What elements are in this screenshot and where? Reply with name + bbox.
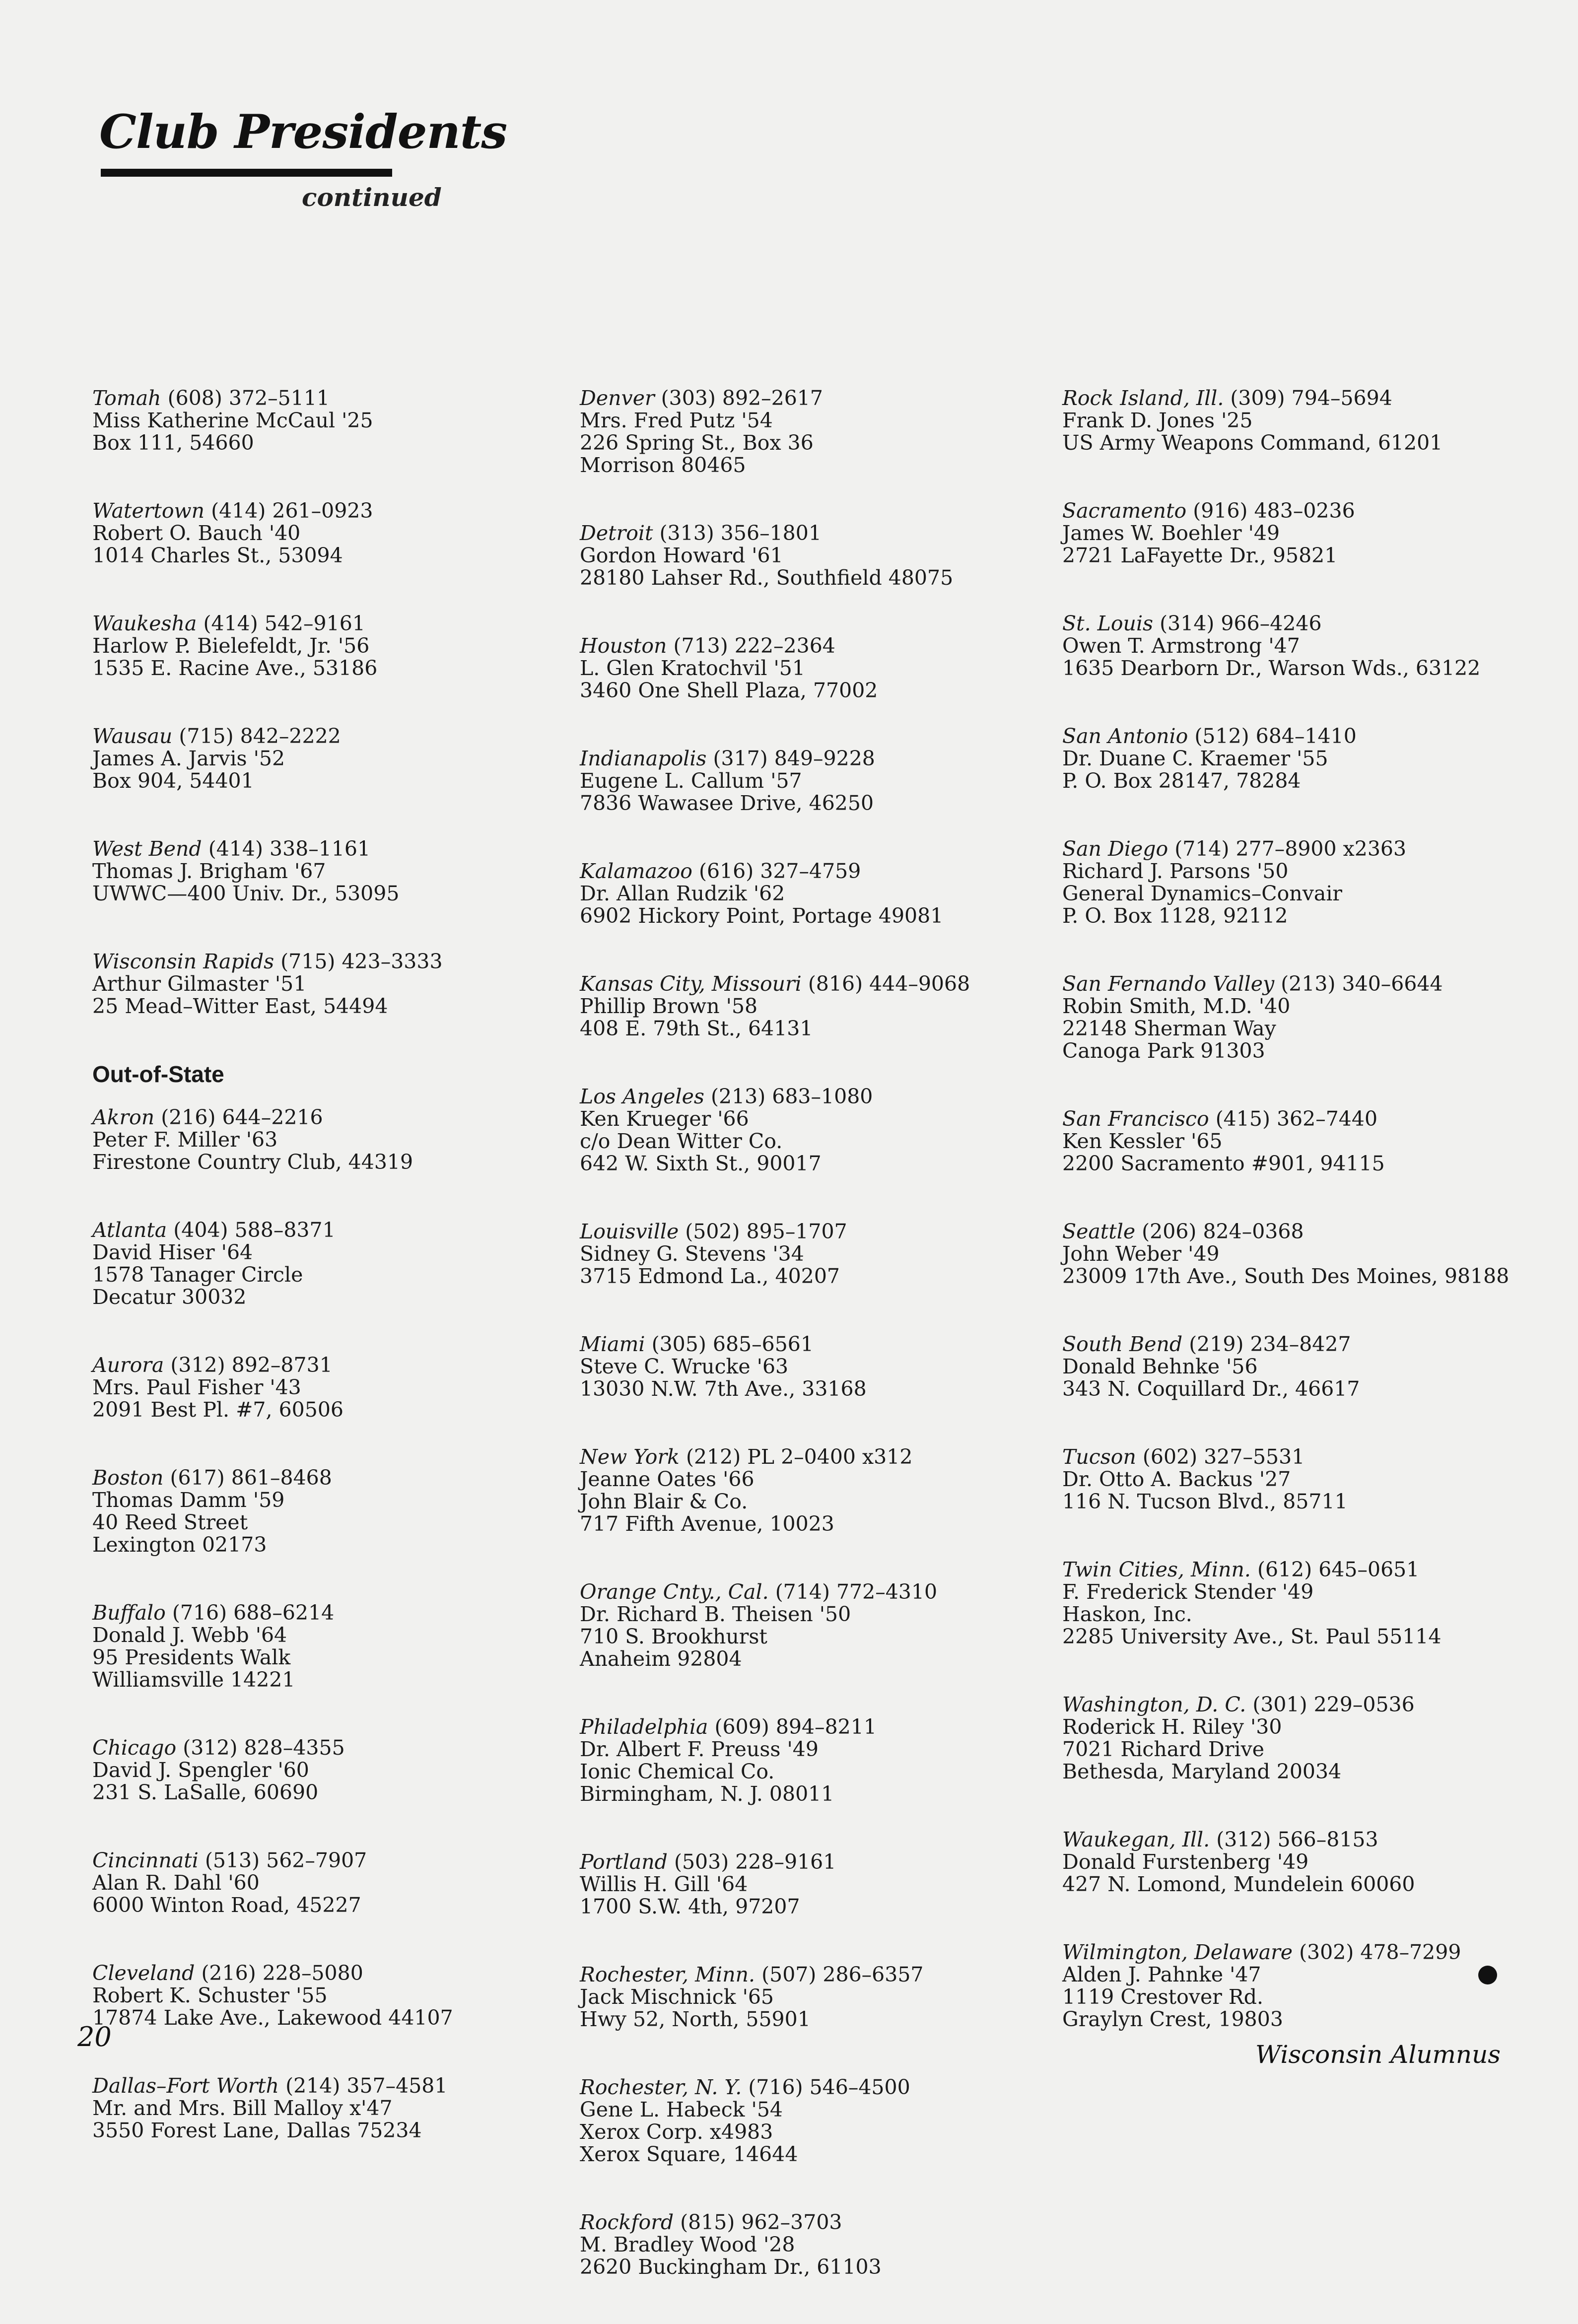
address-line: 22148 Sherman Way [1062,1017,1276,1040]
club-heading [1062,387,1564,410]
address-line: 7836 Wawasee Drive, 46250 [580,791,874,815]
president-name: Willis H. Gill '64 [580,1872,748,1896]
club-heading [1062,500,1564,522]
club-entry [92,1106,529,1173]
club-entry [580,635,1036,702]
club-city: Rockford [580,2210,674,2234]
club-heading [92,725,529,748]
address-line: 717 Fifth Avenue, 10023 [580,1512,834,1536]
club-heading [92,1602,529,1624]
club-entry [580,1716,1036,1805]
address-line: Hwy 52, North, 55901 [580,2007,811,2031]
club-entry [1062,500,1564,567]
address-line: 343 N. Coquillard Dr., 46617 [1062,1377,1360,1401]
club-heading [92,1219,529,1241]
club-city: Cincinnati [92,1848,199,1872]
club-city: Kalamazoo [580,859,692,883]
president-name: David J. Spengler '60 [92,1758,309,1782]
club-phone: (301) 229–0536 [1252,1693,1415,1716]
club-phone: (214) 357–4581 [285,2074,448,2098]
club-entry [1062,1446,1564,1513]
president-name: Mrs. Fred Putz '54 [580,409,773,432]
club-heading [580,1964,1036,1986]
address-line: 408 E. 79th St., 64131 [580,1017,813,1040]
page-title: Club Presidents [99,105,507,159]
president-name: Steve C. Wrucke '63 [580,1355,789,1378]
club-city: Chicago [92,1736,177,1760]
club-phone: (716) 688–6214 [172,1601,335,1625]
president-name: Donald J. Webb '64 [92,1623,287,1647]
address-line: Lexington 02173 [92,1533,267,1557]
address-line: 7021 Richard Drive [1062,1737,1265,1761]
club-city: Tucson [1062,1445,1136,1469]
club-phone: (213) 683–1080 [710,1085,873,1108]
club-heading [1062,1941,1564,1964]
club-city: Houston [580,634,667,658]
club-entry [92,1219,529,1308]
address-line: 231 S. LaSalle, 60690 [92,1780,319,1804]
address-line: John Blair & Co. [580,1490,748,1513]
club-entry [580,2211,1036,2278]
president-name: Dr. Albert F. Preuss '49 [580,1737,819,1761]
address-line: 3550 Forest Lane, Dallas 75234 [92,2119,422,2142]
club-entry [1062,1221,1564,1288]
president-name: L. Glen Kratochvil '51 [580,656,805,680]
club-city: Rochester, Minn. [580,1963,755,1986]
club-entry [92,1467,529,1556]
address-line: US Army Weapons Command, 61201 [1062,431,1443,455]
club-heading [92,1737,529,1759]
end-bullet-icon [1478,1966,1497,1984]
address-line: 1119 Crestover Rd. [1062,1985,1264,2009]
club-city: Louisville [580,1220,679,1243]
address-line: Graylyn Crest, 19803 [1062,2007,1283,2031]
club-city: Boston [92,1466,164,1490]
club-city: Cleveland [92,1961,195,1985]
address-line: P. O. Box 28147, 78284 [1062,769,1301,793]
club-city: Watertown [92,499,205,523]
club-entry [92,838,529,905]
address-line: 3715 Edmond La., 40207 [580,1264,840,1288]
president-name: Dr. Otto A. Backus '27 [1062,1467,1291,1491]
club-phone: (713) 222–2364 [673,634,835,658]
club-heading [1062,1446,1564,1468]
section-heading: Out-of-State [92,1061,224,1087]
club-phone: (303) 892–2617 [661,386,823,410]
club-heading [1062,1108,1564,1130]
president-name: Robert K. Schuster '55 [92,1983,328,2007]
club-phone: (617) 861–8468 [170,1466,332,1490]
club-heading [580,522,1036,545]
club-entry [580,1964,1036,2031]
club-entry [580,2076,1036,2166]
club-entry [92,1354,529,1421]
publication-name: Wisconsin Alumnus [1255,2040,1501,2069]
president-name: Dr. Allan Rudzik '62 [580,882,785,905]
club-heading [92,613,529,635]
club-heading [92,1467,529,1489]
president-name: Dr. Richard B. Theisen '50 [580,1602,851,1626]
address-line: Firestone Country Club, 44319 [92,1150,413,1174]
club-city: Rock Island, Ill. [1062,386,1224,410]
president-name: Robert O. Bauch '40 [92,521,301,545]
club-phone: (512) 684–1410 [1194,724,1357,748]
club-city: Portland [580,1850,668,1874]
address-line: Bethesda, Maryland 20034 [1062,1760,1342,1783]
address-line: 2620 Buckingham Dr., 61103 [580,2255,882,2279]
club-city: Tomah [92,386,161,410]
president-name: Donald Furstenberg '49 [1062,1850,1309,1874]
club-phone: (414) 338–1161 [208,837,371,861]
club-heading [580,2076,1036,2099]
club-city: New York [580,1445,680,1469]
address-line: 2091 Best Pl. #7, 60506 [92,1398,344,1422]
club-city: Waukesha [92,612,197,635]
address-line: P. O. Box 1128, 92112 [1062,904,1288,928]
president-name: Miss Katherine McCaul '25 [92,409,373,432]
club-entry [1062,1108,1564,1175]
club-phone: (216) 644–2216 [161,1105,323,1129]
club-entry [580,522,1036,589]
club-heading [92,1106,529,1129]
club-city: Sacramento [1062,499,1187,523]
president-name: Mr. and Mrs. Bill Malloy x'47 [92,2096,393,2120]
club-phone: (312) 566–8153 [1216,1828,1378,1851]
club-phone: (816) 444–9068 [808,972,970,996]
club-heading [580,1851,1036,1873]
club-entry [1062,387,1564,454]
club-heading [1062,1829,1564,1851]
president-name: M. Bradley Wood '28 [580,2233,795,2256]
club-city: Detroit [580,521,653,545]
club-heading [92,387,529,410]
club-heading [580,1446,1036,1468]
president-name: Donald Behnke '56 [1062,1355,1258,1378]
club-phone: (302) 478–7299 [1299,1940,1461,1964]
president-name: Arthur Gilmaster '51 [92,972,307,996]
club-city: Rochester, N. Y. [580,2075,742,2099]
club-entry [1062,613,1564,680]
club-heading [1062,1694,1564,1716]
president-name: John Weber '49 [1062,1242,1220,1266]
club-entry [580,973,1036,1040]
president-name: Ken Kessler '65 [1062,1129,1223,1153]
club-heading [1062,973,1564,995]
club-city: Waukegan, Ill. [1062,1828,1210,1851]
address-line: Box 904, 54401 [92,769,254,793]
page-number: 20 [77,2021,112,2052]
president-name: F. Frederick Stender '49 [1062,1580,1314,1604]
club-city: San Diego [1062,837,1168,861]
club-phone: (317) 849–9228 [713,747,875,770]
president-name: Jeanne Oates '66 [580,1467,755,1491]
club-heading [92,1849,529,1872]
club-city: St. Louis [1062,612,1154,635]
club-phone: (212) PL 2–0400 x312 [686,1445,913,1469]
club-entry [580,1086,1036,1175]
club-heading [1062,838,1564,860]
club-heading [92,2075,529,2097]
club-city: Kansas City, Missouri [580,972,802,996]
club-city: West Bend [92,837,202,861]
club-phone: (216) 228–5080 [201,1961,363,1985]
club-entry [92,1962,529,2029]
address-line: 40 Reed Street [92,1510,248,1534]
club-city: Twin Cities, Minn. [1062,1558,1251,1581]
club-city: Philadelphia [580,1715,708,1739]
club-entry [580,1221,1036,1288]
president-name: Alan R. Dahl '60 [92,1871,260,1895]
address-line: 1535 E. Racine Ave., 53186 [92,656,378,680]
club-city: Dallas–Fort Worth [92,2074,279,2098]
club-entry [1062,1559,1564,1648]
address-line: 1578 Tanager Circle [92,1263,303,1287]
directory-column-2 [580,387,1036,2324]
club-phone: (714) 772–4310 [775,1580,938,1604]
president-name: James W. Boehler '49 [1062,521,1280,545]
president-name: Owen T. Armstrong '47 [1062,634,1300,658]
address-line: Birmingham, N. J. 08011 [580,1782,834,1806]
club-entry [92,951,529,1018]
club-phone: (414) 542–9161 [203,612,365,635]
club-phone: (602) 327–5531 [1142,1445,1305,1469]
address-line: Ionic Chemical Co. [580,1760,775,1783]
president-name: Phillip Brown '58 [580,994,758,1018]
president-name: Ken Krueger '66 [580,1107,749,1131]
president-name: David Hiser '64 [92,1240,253,1264]
address-line: 2200 Sacramento #901, 94115 [1062,1152,1385,1175]
address-line: Morrison 80465 [580,453,746,477]
club-entry [92,725,529,792]
club-entry [1062,838,1564,927]
club-phone: (404) 588–8371 [173,1218,336,1242]
club-entry [92,1602,529,1691]
address-line: 1700 S.W. 4th, 97207 [580,1895,800,1918]
club-heading [580,973,1036,995]
club-heading [1062,1333,1564,1356]
club-city: San Fernando Valley [1062,972,1275,996]
address-line: Williamsville 14221 [92,1668,295,1692]
club-city: Atlanta [92,1218,167,1242]
club-city: Seattle [1062,1220,1136,1243]
club-entry [92,1737,529,1804]
club-entry [1062,1941,1564,2031]
club-phone: (608) 372–5111 [167,386,330,410]
president-name: Roderick H. Riley '30 [1062,1715,1282,1739]
continued-label: continued [302,183,442,212]
club-heading [1062,613,1564,635]
club-city: Aurora [92,1353,164,1377]
club-city: Los Angeles [580,1085,704,1108]
address-line: 13030 N.W. 7th Ave., 33168 [580,1377,867,1401]
address-line: 1635 Dearborn Dr., Warson Wds., 63122 [1062,656,1481,680]
club-city: Miami [580,1332,645,1356]
address-line: UWWC—400 Univ. Dr., 53095 [92,882,400,905]
club-city: Wausau [92,724,173,748]
club-phone: (916) 483–0236 [1193,499,1355,523]
address-line: Haskon, Inc. [1062,1602,1192,1626]
club-entry [580,1581,1036,1670]
address-line: 25 Mead–Witter East, 54494 [92,994,388,1018]
club-entry [1062,725,1564,792]
club-city: Wisconsin Rapids [92,950,274,973]
club-entry [580,1333,1036,1400]
address-line: 95 Presidents Walk [92,1645,291,1669]
club-heading [1062,725,1564,748]
club-phone: (612) 645–0651 [1257,1558,1420,1581]
club-phone: (314) 966–4246 [1160,612,1322,635]
club-heading [580,1221,1036,1243]
club-city: Akron [92,1105,155,1129]
address-line: 116 N. Tucson Blvd., 85711 [1062,1490,1348,1513]
club-heading [580,2211,1036,2234]
club-entry [92,2075,529,2142]
club-city: Washington, D. C. [1062,1693,1246,1716]
address-line: c/o Dean Witter Co. [580,1129,783,1153]
club-phone: (305) 685–6561 [651,1332,814,1356]
club-phone: (715) 423–3333 [280,950,443,973]
address-line: Xerox Square, 14644 [580,2142,798,2166]
address-line: Xerox Corp. x4983 [580,2120,773,2144]
club-phone: (503) 228–9161 [674,1850,836,1874]
president-name: Richard J. Parsons '50 [1062,859,1289,883]
address-line: Canoga Park 91303 [1062,1039,1265,1063]
club-entry [1062,1694,1564,1783]
president-name: Peter F. Miller '63 [92,1128,278,1152]
address-line: 226 Spring St., Box 36 [580,431,814,455]
club-phone: (815) 962–3703 [680,2210,842,2234]
president-name: Eugene L. Callum '57 [580,769,802,793]
title-underline [101,169,392,177]
club-heading [580,387,1036,410]
address-line: 2285 University Ave., St. Paul 55114 [1062,1625,1441,1648]
club-entry [1062,1333,1564,1400]
club-entry [92,1849,529,1916]
club-phone: (414) 261–0923 [211,499,373,523]
president-name: Mrs. Paul Fisher '43 [92,1375,301,1399]
directory-column-3 [1062,387,1564,2076]
address-line: 2721 LaFayette Dr., 95821 [1062,544,1338,567]
club-phone: (513) 562–7907 [205,1848,367,1872]
club-phone: (312) 828–4355 [183,1736,345,1760]
club-phone: (219) 234–8427 [1189,1332,1351,1356]
president-name: Jack Mischnick '65 [580,1985,774,2009]
club-entry [580,1446,1036,1535]
president-name: James A. Jarvis '52 [92,747,285,770]
address-line: Anaheim 92804 [580,1647,742,1671]
address-line: 17874 Lake Ave., Lakewood 44107 [92,2006,453,2030]
club-phone: (309) 794–5694 [1230,386,1392,410]
club-entry [92,613,529,680]
club-phone: (714) 277–8900 x2363 [1174,837,1407,861]
address-line: 23009 17th Ave., South Des Moines, 98188 [1062,1264,1509,1288]
president-name: Thomas J. Brigham '67 [92,859,326,883]
address-line: 28180 Lahser Rd., Southfield 48075 [580,566,954,590]
president-name: Dr. Duane C. Kraemer '55 [1062,747,1328,770]
club-heading [1062,1559,1564,1581]
club-heading [580,748,1036,770]
club-entry [92,500,529,567]
president-name: Robin Smith, M.D. '40 [1062,994,1291,1018]
club-heading [92,1354,529,1376]
address-line: 710 S. Brookhurst [580,1625,767,1648]
president-name: Frank D. Jones '25 [1062,409,1253,432]
president-name: Harlow P. Bielefeldt, Jr. '56 [92,634,370,658]
directory-column-1 [92,387,529,2187]
address-line: 3460 One Shell Plaza, 77002 [580,679,878,702]
club-phone: (609) 894–8211 [714,1715,877,1739]
club-phone: (502) 895–1707 [685,1220,847,1243]
club-phone: (312) 892–8731 [170,1353,333,1377]
club-city: San Francisco [1062,1107,1209,1131]
club-heading [580,860,1036,883]
address-line: 6000 Winton Road, 45227 [92,1893,361,1917]
club-heading [92,500,529,522]
club-phone: (716) 546–4500 [748,2075,910,2099]
club-city: Denver [580,386,655,410]
president-name: Gordon Howard '61 [580,544,783,567]
club-entry [92,387,529,454]
club-city: Indianapolis [580,747,707,770]
club-entry [580,1851,1036,1918]
club-phone: (715) 842–2222 [179,724,341,748]
address-line: 6902 Hickory Point, Portage 49081 [580,904,944,928]
address-line: Decatur 30032 [92,1285,247,1309]
club-heading [580,1716,1036,1738]
club-heading [92,838,529,860]
club-phone: (213) 340–6644 [1281,972,1443,996]
president-name: Gene L. Habeck '54 [580,2098,783,2121]
club-entry [1062,973,1564,1062]
address-line: General Dynamics–Convair [1062,882,1343,905]
club-heading [580,1086,1036,1108]
club-heading [580,635,1036,657]
address-line: 642 W. Sixth St., 90017 [580,1152,822,1175]
president-name: Alden J. Pahnke '47 [1062,1963,1261,1986]
address-line: Box 111, 54660 [92,431,254,455]
club-city: Wilmington, Delaware [1062,1940,1293,1964]
club-city: South Bend [1062,1332,1183,1356]
club-phone: (616) 327–4759 [698,859,861,883]
club-phone: (206) 824–0368 [1142,1220,1304,1243]
club-city: Orange Cnty., Cal. [580,1580,769,1604]
club-heading [1062,1221,1564,1243]
club-phone: (313) 356–1801 [659,521,822,545]
club-heading [580,1581,1036,1603]
club-phone: (507) 286–6357 [761,1963,924,1986]
club-entry [1062,1829,1564,1896]
address-line: 427 N. Lomond, Mundelein 60060 [1062,1872,1415,1896]
president-name: Thomas Damm '59 [92,1488,285,1512]
club-city: Buffalo [92,1601,166,1625]
club-heading [580,1333,1036,1356]
club-entry [580,748,1036,815]
club-entry [580,387,1036,477]
club-city: San Antonio [1062,724,1188,748]
address-line: 1014 Charles St., 53094 [92,544,343,567]
club-phone: (415) 362–7440 [1215,1107,1378,1131]
club-entry [580,860,1036,927]
club-heading [92,951,529,973]
president-name: Sidney G. Stevens '34 [580,1242,804,1266]
club-heading [92,1962,529,1984]
